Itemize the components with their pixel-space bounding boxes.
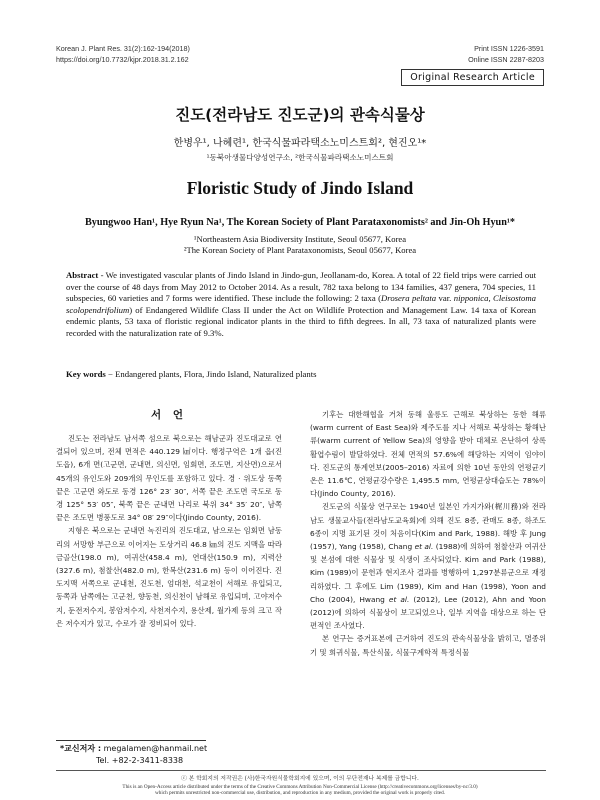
journal-citation: Korean J. Plant Res. 31(2):162-194(2018) — [56, 44, 190, 53]
license-line-1: This is an Open-Access article distributed under the terms of the Creative Commons Attribution Non-Commercial License (http://creativecommons.org/licenses/by-nc/3.0) — [122, 784, 478, 790]
intro-paragraph-5: 본 연구는 증거표본에 근거하여 진도의 관속식물상을 밝히고, 멸종위기 및 희귀식물, 특산식물, 식물구계학적 특정식물 — [310, 634, 546, 657]
intro-paragraph-3: 기후는 대한해협을 거쳐 동해 울릉도 근해로 북상하는 동한 해류(warm current of East Sea)와 제주도를 지나 서해로 북상하는 황해난류(warm current of Yellow Sea)의 영향을 받아 대체로 온난하여 상록활엽수림이 발달하였다. 전체 면적의 57.6%에 해당하는 지역이 임야이다. 진도군의 통계연보(2005–2016) 자료에 의한 10년 동안의 연평균기온은 11.6℃, 연평균강수량은 1,495.5 mm, 연평균상대습도는 78%이다(Jindo County, 2016). — [310, 410, 546, 499]
abstract-text-1: - We investigated vascular plants of Jindo Island in Jindo-gun, Jeollanam-do, Korea. A total of 22 field trips were carried out over the course of 48 days from May 2012 to October 2014. As a result, 782 taxa belong to 134 families, 437 genera, 704 species, 11 subspecies, 60 varieties and 7 forms were identified. These include the following: 2 taxa ( — [66, 270, 536, 303]
et-al-2: et al. — [388, 594, 410, 604]
footnote-divider — [56, 740, 206, 741]
affiliations-korean: ¹동북아생물다양성연구소, ²한국식물파라택소노미스트회 — [206, 153, 394, 162]
license-line-2: which permits unrestricted non-commercial use, distribution, and reproduction in any medium, provided the original work is properly cited. — [155, 790, 445, 797]
abstract-text-2: var. — [436, 293, 454, 303]
title-korean: 진도(전라남도 진도군)의 관속식물상 — [175, 106, 425, 124]
correspondence-tel: Tel. +82-2-3411-8338 — [96, 756, 184, 765]
species-name-1: Drosera peltata — [381, 293, 437, 303]
affiliation-2: ²The Korean Society of Plant Parataxonomists, Seoul 05677, Korea — [183, 245, 417, 255]
keywords — [66, 369, 536, 379]
left-column — [56, 432, 282, 630]
correspondence-label: *교신저자 : — [60, 744, 102, 753]
intro-paragraph-2: 지형은 북으로는 군내면 녹진리의 진도대교, 남으로는 임회면 남동리의 서망항 부근으로 이어지는 도상거리 46.8 ㎞의 진도 지맥을 따라 금골산(198.0 m), 여귀산(458.4 m), 연대산(150.9 m), 지력산(327.6 m), 첨찰산(482.0 m), 한복산(231.6 m) 등이 이어진다. 진도지맥 서쪽으로 군내천, 진도천, 엄대천, 석교천이 서해로 유입되고, 동쪽과 남쪽에는 고군천, 향동천, 의신천이 남해로 유입되며, 고야저수지, 둔전저수지, 봉암저수지, 사천저수지, 용산제, 월가제 등의 크고 작은 저수지가 있고, 수로가 잘 정비되어 있다. — [56, 526, 282, 628]
keywords-label: Key words — [66, 369, 106, 379]
affiliations-english — [0, 234, 600, 256]
article-type-badge: Original Research Article — [401, 69, 544, 86]
authors-english: Byungwoo Han¹, Hye Ryun Na¹, The Korean Society of Plant Parataxonomists² and Jin-Oh Hyun¹* — [84, 217, 516, 228]
abstract-text-3: ) of Endangered Wildlife Class II under the Act on Wildlife Protection and Management Law. 14 taxa of Korean endemic plants, 53 taxa of floristic regional indicator plants in the third to fifth degrees. In all, 73 taxa of naturalized plants were recorded with the naturalization rate of 9.3%. — [66, 304, 536, 338]
para4-text-c: (2012), Lee (2012), Ahn and Yoon (2012)에 의하여 식물상이 보고되었으나, 일부 지역을 대상으로 하는 단편적인 조사였다. — [310, 594, 546, 631]
species-name-2: nipponica, Cleisostoma scolopendrifolium — [66, 293, 536, 315]
affiliation-1: ¹Northeastern Asia Biodiversity Institute, Seoul 05677, Korea — [193, 234, 407, 244]
correspondence-email[interactable]: megalamen@hanmail.net — [101, 744, 208, 753]
intro-paragraph-1: 진도는 전라남도 남서쪽 섬으로 북으로는 해남군과 진도대교로 연결되어 있으며, 전체 면적은 440.129 ㎢이다. 행정구역은 1개 읍(진도읍), 6개 면(고군면, 군내면, 의신면, 임회면, 조도면, 지산면)으로서 45개의 유인도와 209개의 무인도를 포함하고 있다. 경 · 위도상 동쪽 끝은 고군면 와도로 동경 126° 23′ 30″, 서쪽 끝은 조도면 국도로 동경 125° 53′ 05″, 북쪽 끝은 군내면 나리로 북위 34° 35′ 20″, 남쪽 끝은 조도면 병풍도로 34° 08′ 29″이다(Jindo County, 2016). — [56, 434, 282, 523]
keywords-text: − Endangered plants, Flora, Jindo Island, Naturalized plants — [105, 369, 317, 379]
copyright-notice: ⓒ 본 학회지의 저작권은 (사)한국자원식물학회지에 있으며, 이의 무단전재나 복제를 금합니다. — [181, 776, 419, 782]
abstract — [66, 270, 536, 339]
para4-text-a: 진도군의 식물상 연구로는 1940년 일본인 가지가와(梶川務)와 전라남도 생물교사들(전라남도교육회)에 의해 진도 8종, 관매도 8종, 하조도 6종이 지명 표기된 것이 처음이다(Kim and Park, 1988). 해방 후 Jung (1957), Yang (1958), Chang — [310, 502, 546, 552]
section-heading-introduction: 서 언 — [151, 409, 187, 421]
title-english: Floristic Study of Jindo Island — [186, 178, 414, 198]
abstract-label: Abstract — [66, 270, 99, 280]
footer-divider — [56, 770, 546, 771]
correspondence-note — [60, 743, 207, 767]
doi-link[interactable]: https://doi.org/10.7732/kjpr.2018.31.2.162 — [56, 55, 189, 64]
journal-header — [56, 43, 190, 65]
authors-korean: 한병우¹, 나혜련¹, 한국식물파라택소노미스트회², 현진오¹* — [173, 138, 427, 149]
issn-block — [468, 43, 544, 65]
intro-paragraph-4 — [310, 500, 546, 632]
right-column — [310, 408, 546, 659]
para4-text-b: (1988)에 의하여 첨찰산과 여귀산 및 본섬에 대한 식물상 및 식생이 조사되었다. Kim and Park (1988), Kim (1989)이 문헌과 현지조사 결과를 병행하여 1,297분류군으로 재정리하였다. 그 후에도 Lim (1989), Kim and Han (1998), Yoon and Cho (2004), Hwang — [310, 542, 546, 604]
online-issn: Online ISSN 2287-8203 — [468, 55, 544, 64]
license-notice — [0, 784, 600, 797]
et-al-1: et al. — [414, 542, 434, 552]
print-issn: Print ISSN 1226-3591 — [474, 44, 544, 53]
